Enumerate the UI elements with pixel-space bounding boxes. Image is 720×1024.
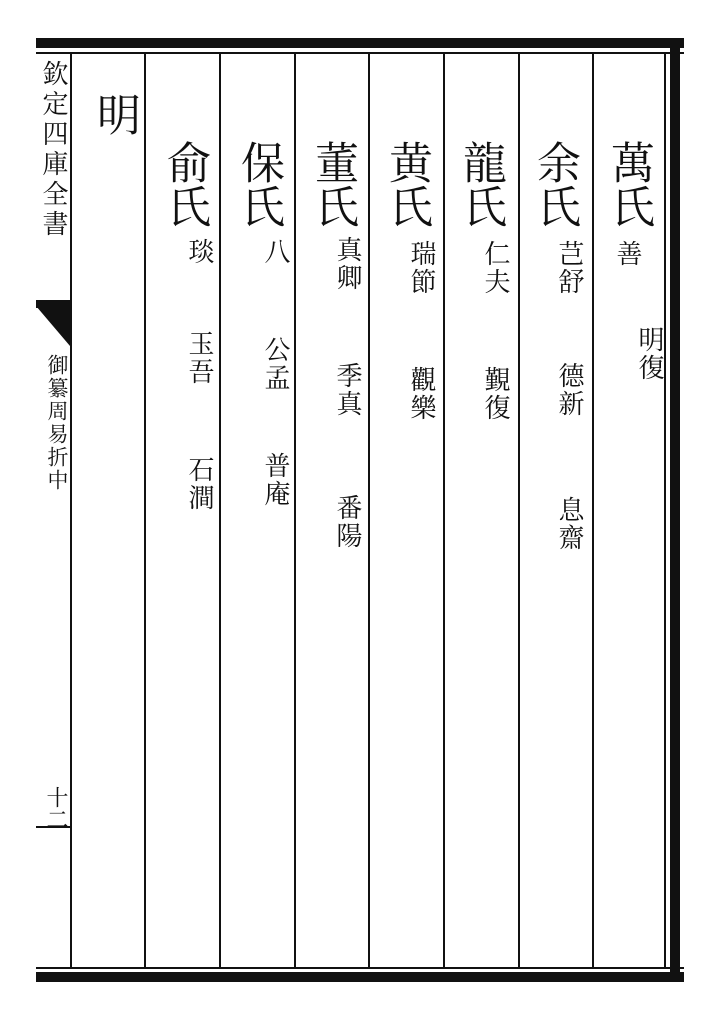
surname: 余氏 xyxy=(529,140,580,228)
entry-note: 石澗 xyxy=(184,456,214,512)
surname: 俞氏 xyxy=(159,140,210,228)
entry-column xyxy=(604,140,652,228)
entry-note: 芑舒 xyxy=(554,240,584,296)
entry-note: 八 xyxy=(260,238,290,266)
column-divider xyxy=(443,52,445,969)
book-title: 御纂周易折中 xyxy=(45,354,69,492)
frame-right-border xyxy=(670,38,680,982)
entry-note: 普庵 xyxy=(260,452,290,508)
surname: 黄氏 xyxy=(381,140,432,228)
frame-bottom-inner-border xyxy=(36,967,684,969)
surname: 龍氏 xyxy=(455,140,506,228)
era-heading: 明 xyxy=(89,92,140,136)
entry-note: 玉吾 xyxy=(184,330,214,386)
frame-right-inner-border xyxy=(664,52,666,969)
frame-top-border xyxy=(36,38,684,48)
entry-note: 瑞節 xyxy=(406,240,436,296)
entry-note: 仁夫 xyxy=(480,240,510,296)
entry-note: 番陽 xyxy=(332,494,362,550)
entry-column xyxy=(456,140,504,228)
entry-note: 觀樂 xyxy=(406,366,436,422)
entry-column xyxy=(530,140,578,228)
frame-top-inner-border xyxy=(36,52,684,54)
column-divider xyxy=(518,52,520,969)
entry-note: 琰 xyxy=(184,238,214,266)
entry-note: 善 xyxy=(612,240,642,268)
entry-note: 公孟 xyxy=(260,336,290,392)
entry-note: 息齋 xyxy=(554,496,584,552)
page-number: 十二 xyxy=(43,786,68,830)
fishtail-mark xyxy=(36,306,70,346)
entry-note: 季真 xyxy=(332,362,362,418)
entry-column xyxy=(160,140,208,228)
column-divider xyxy=(219,52,221,969)
surname: 董氏 xyxy=(307,140,358,228)
entry-column xyxy=(382,140,430,228)
column-divider xyxy=(592,52,594,969)
entry-column xyxy=(308,140,356,228)
entry-column xyxy=(234,140,282,228)
entry-note: 德新 xyxy=(554,362,584,418)
margin-divider xyxy=(70,52,72,969)
entry-note: 明復 xyxy=(634,326,664,382)
column-divider xyxy=(368,52,370,969)
surname: 萬氏 xyxy=(603,140,654,228)
entry-note: 真卿 xyxy=(332,236,362,292)
column-divider xyxy=(294,52,296,969)
entry-note: 覲復 xyxy=(480,366,510,422)
column-divider xyxy=(144,52,146,969)
surname: 保氏 xyxy=(233,140,284,228)
frame-bottom-border xyxy=(36,972,684,982)
series-title: 欽定四庫全書 xyxy=(38,60,68,240)
